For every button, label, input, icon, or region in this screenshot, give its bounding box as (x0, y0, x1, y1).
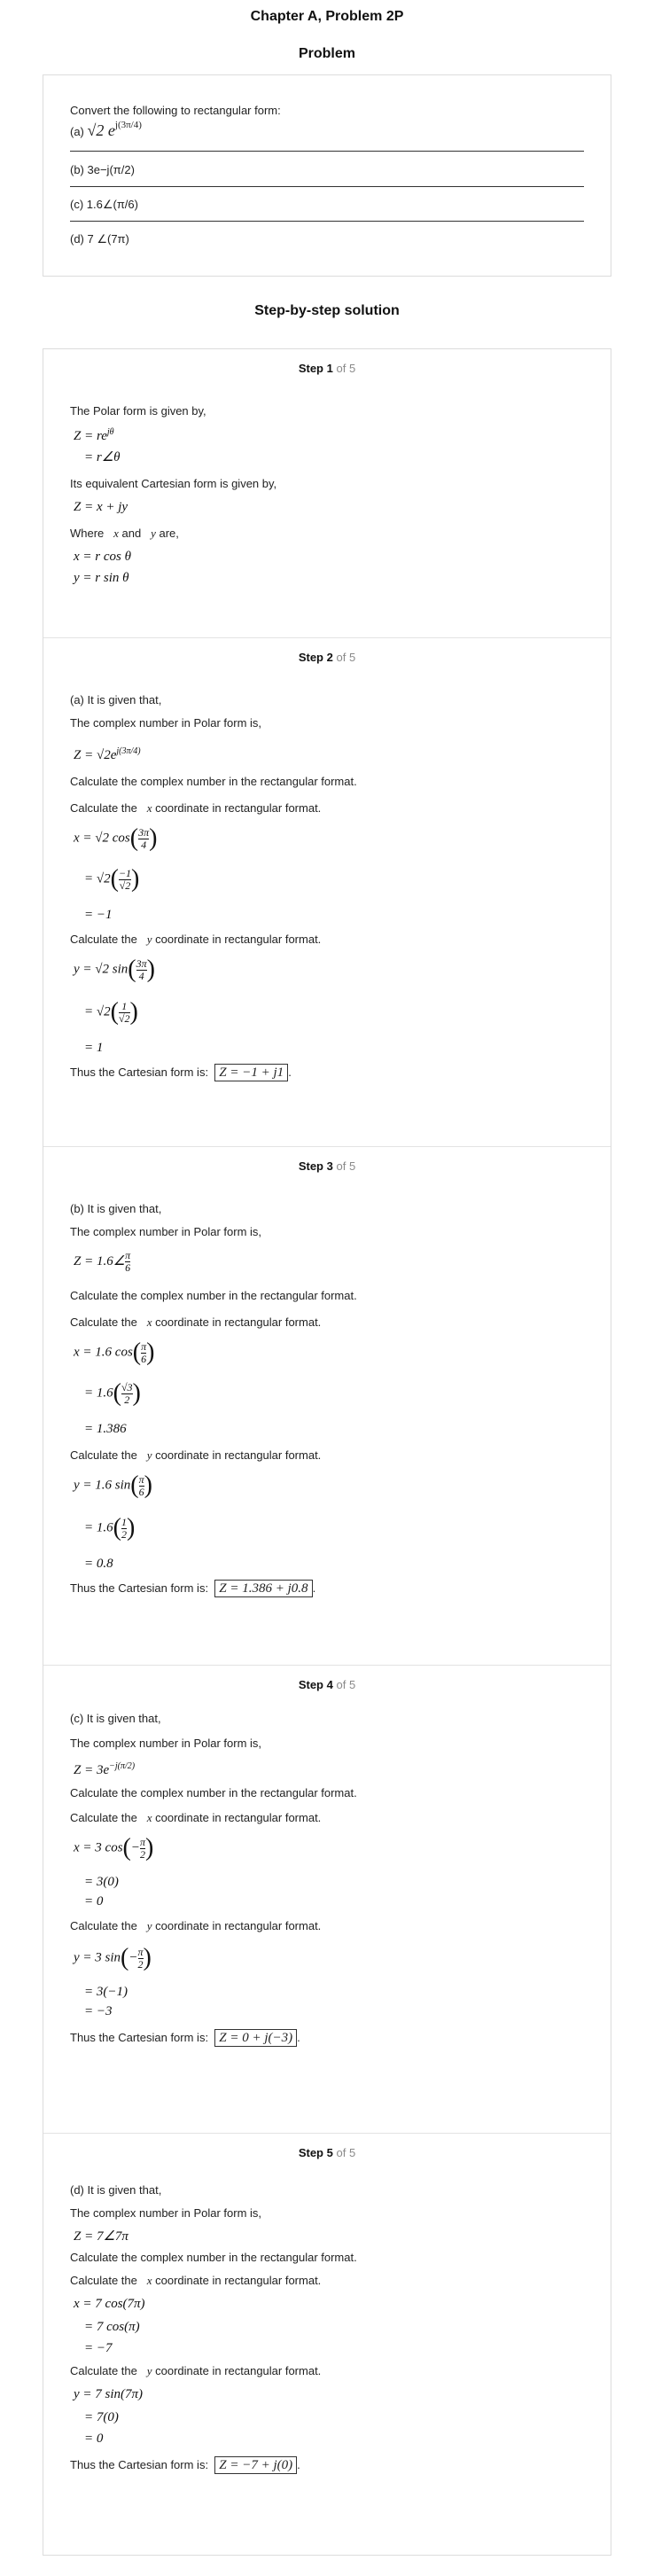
problem-part-a (70, 121, 584, 140)
step-text: Calculate the complex number in the rectangular format. (70, 1289, 357, 1302)
equation: x = 7 cos(7π) (74, 2297, 145, 2311)
step-text: Where x and y are, (70, 527, 179, 540)
step-text: (d) It is given that, (70, 2183, 162, 2197)
equation: $Z = √2e^{j(3\pi/4)}$ (74, 746, 141, 762)
step-text: (b) It is given that, (70, 1202, 162, 1215)
equation: y = √2 sin( $\frac{3\pi}{4}$ ) (74, 956, 155, 983)
step-title: Step 5 of 5 (298, 2146, 356, 2159)
step-text: Calculate the y coordinate in rectangular format. (70, 1919, 322, 1932)
step-text: The complex number in Polar form is, (70, 1225, 262, 1238)
step-text: Its equivalent Cartesian form is given by, (70, 477, 277, 490)
equation: = r∠θ (84, 450, 121, 464)
result-box: Z = 0 + j(−3) (214, 2029, 297, 2047)
problem-prompt: Convert the following to rectangular form: (70, 104, 281, 117)
equation: y = 3 sin(− $\frac{\pi}{2}$ ) (74, 1944, 152, 1971)
step-result: Thus the Cartesian form is: Z = −7 + j(0) . (70, 2458, 300, 2472)
step-2 (43, 638, 611, 1147)
solution-card (43, 348, 611, 2556)
step-text: Calculate the complex number in the rectangular format. (70, 1786, 357, 1799)
equation: = √2( $\frac{1}{√2}$ ) (84, 998, 138, 1026)
step-text: Calculate the x coordinate in rectangular format. (70, 801, 322, 815)
equation: x = r cos θ (74, 550, 131, 564)
step-text: Calculate the x coordinate in rectangular format. (70, 2274, 322, 2287)
problem-card (43, 74, 611, 277)
step-5 (43, 2134, 611, 2556)
equation: $Z = 3e^{-j(\pi/2)}$ (74, 1761, 136, 1777)
equation: $Z = re^{j\theta}$ (74, 427, 114, 443)
step-text: Calculate the complex number in the rectangular format. (70, 775, 357, 788)
step-text: (a) It is given that, (70, 693, 162, 706)
result-box: Z = 1.386 + j0.8 (214, 1580, 312, 1597)
step-title: Step 3 of 5 (298, 1159, 356, 1173)
problem-part-c: (c) 1.6∠(π/6) (70, 198, 138, 211)
step-text: Calculate the y coordinate in rectangular format. (70, 2364, 322, 2377)
equation: Z = 7∠7π (74, 2229, 128, 2244)
equation: = √2( $\frac{-1}{√2}$ ) (84, 865, 140, 893)
divider (70, 186, 584, 187)
equation: x = √2 cos( $\frac{3\pi}{4}$ ) (74, 824, 158, 852)
equation: = 3(0) (84, 1875, 119, 1889)
equation: y = 1.6 sin( $\frac{\pi}{6}$ ) (74, 1471, 152, 1499)
step-text: Calculate the x coordinate in rectangular format. (70, 1315, 322, 1329)
part-a-label: (a) (70, 125, 84, 138)
problem-heading: Problem (298, 46, 355, 61)
step-4 (43, 1666, 611, 2134)
equation: = 0 (84, 2432, 104, 2446)
chapter-title: Chapter A, Problem 2P (250, 9, 404, 24)
equation: = 1.6( $\frac{√3}{2}$ ) (84, 1379, 141, 1407)
equation: x = 3 cos(− $\frac{\pi}{2}$ ) (74, 1834, 154, 1862)
step-text: Calculate the x coordinate in rectangular format. (70, 1811, 322, 1824)
step-text: The Polar form is given by, (70, 404, 206, 418)
equation: Z = 1.6∠ $\frac{\pi}{6}$ (74, 1249, 131, 1274)
equation: = 0.8 (84, 1557, 113, 1571)
step-text: Calculate the y coordinate in rectangular format. (70, 933, 322, 946)
equation: = 7 cos(π) (84, 2320, 140, 2334)
step-result: Thus the Cartesian form is: Z = 0 + j(−3) . (70, 2031, 300, 2045)
part-a-exponent: j(3π/4) (114, 119, 142, 130)
step-result: Thus the Cartesian form is: Z = 1.386 + j0.8 . (70, 1581, 316, 1596)
step-text: The complex number in Polar form is, (70, 2206, 262, 2220)
equation: = 1.386 (84, 1422, 127, 1436)
part-a-expr: √2 e (87, 121, 115, 139)
step-text: Calculate the y coordinate in rectangular format. (70, 1448, 322, 1462)
result-box: Z = −1 + j1 (214, 1064, 288, 1081)
equation: = 7(0) (84, 2410, 119, 2424)
step-1 (43, 349, 611, 638)
equation: = 1.6( $\frac{1}{2}$ ) (84, 1514, 136, 1542)
equation: = 0 (84, 1894, 104, 1909)
step-title: Step 4 of 5 (298, 1678, 356, 1691)
problem-part-d: (d) 7 ∠(7π) (70, 232, 129, 246)
equation: = 3(−1) (84, 1985, 128, 1999)
equation: y = r sin θ (74, 571, 129, 585)
equation: = −7 (84, 2341, 113, 2355)
divider (70, 151, 584, 152)
equation: = −1 (84, 908, 113, 922)
equation: Z = x + jy (74, 500, 128, 514)
result-box: Z = −7 + j(0) (214, 2456, 297, 2474)
step-result: Thus the Cartesian form is: Z = −1 + j1 . (70, 1066, 292, 1080)
equation: = −3 (84, 2004, 113, 2018)
problem-part-b: (b) 3e−j(π/2) (70, 163, 135, 176)
solution-heading: Step-by-step solution (254, 303, 400, 318)
step-title: Step 1 of 5 (298, 362, 356, 375)
equation: x = 1.6 cos( $\frac{\pi}{6}$ ) (74, 1339, 155, 1366)
step-text: Calculate the complex number in the rectangular format. (70, 2251, 357, 2264)
divider (70, 221, 584, 222)
equation: = 1 (84, 1041, 104, 1055)
step-text: The complex number in Polar form is, (70, 716, 262, 730)
step-3 (43, 1147, 611, 1666)
step-title: Step 2 of 5 (298, 651, 356, 664)
equation: y = 7 sin(7π) (74, 2387, 144, 2401)
step-text: The complex number in Polar form is, (70, 1737, 262, 1750)
step-text: (c) It is given that, (70, 1712, 161, 1725)
